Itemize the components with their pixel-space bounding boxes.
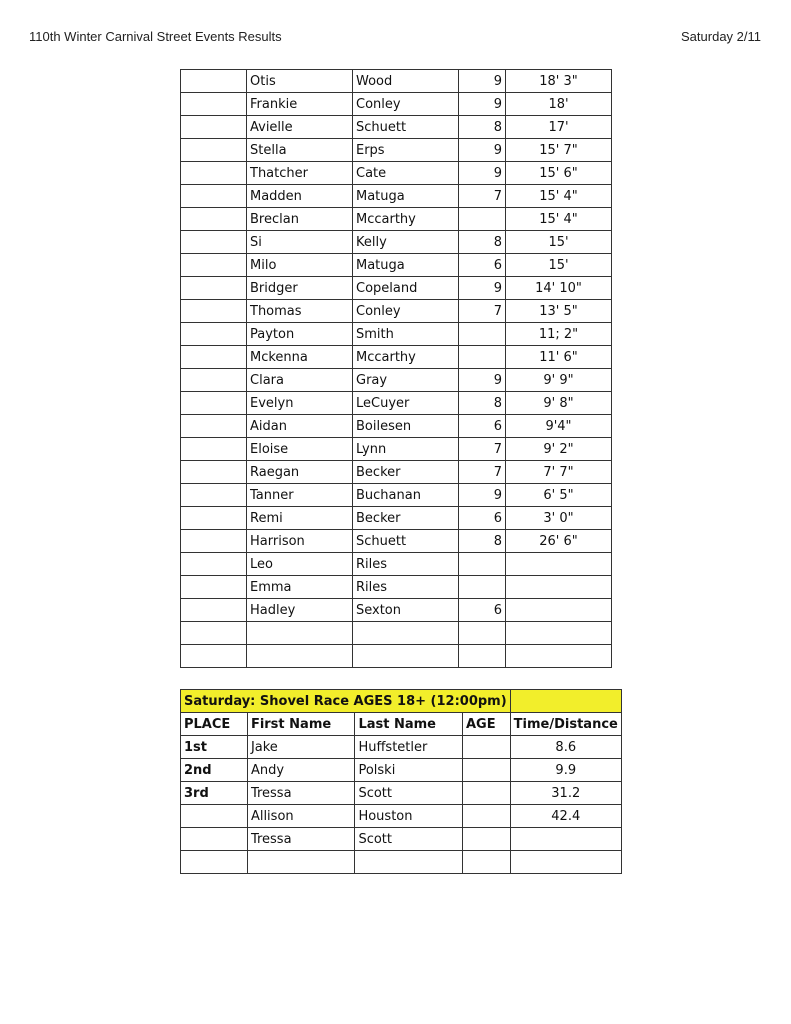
- table-row: [181, 208, 612, 231]
- shovel-race-table-body: [181, 736, 622, 874]
- table-row: [181, 300, 612, 323]
- first-name-cell: Thatcher: [247, 162, 353, 185]
- age-cell: 7: [459, 300, 506, 323]
- place-cell: [181, 599, 247, 622]
- first-name-cell: [247, 851, 355, 874]
- time-distance-cell: 31.2: [510, 782, 621, 805]
- age-cell: [462, 782, 510, 805]
- time-distance-cell: 15' 6": [506, 162, 612, 185]
- time-distance-cell: 15': [506, 254, 612, 277]
- last-name-cell: Schuett: [353, 530, 459, 553]
- age-cell: 9: [459, 369, 506, 392]
- first-name-cell: Thomas: [247, 300, 353, 323]
- place-cell: [181, 300, 247, 323]
- table-row: [181, 70, 612, 93]
- first-name-cell: Avielle: [247, 116, 353, 139]
- last-name-cell: Huffstetler: [355, 736, 463, 759]
- table-row: [181, 736, 622, 759]
- place-cell: [181, 70, 247, 93]
- table-row: [181, 231, 612, 254]
- last-name-cell: Conley: [353, 300, 459, 323]
- age-cell: [459, 576, 506, 599]
- time-distance-cell: [506, 622, 612, 645]
- age-cell: 7: [459, 185, 506, 208]
- place-cell: [181, 484, 247, 507]
- time-distance-cell: 15': [506, 231, 612, 254]
- first-name-cell: Harrison: [247, 530, 353, 553]
- table-row: [181, 782, 622, 805]
- page-header-title: 110th Winter Carnival Street Events Results: [29, 29, 282, 44]
- time-distance-cell: [506, 645, 612, 668]
- place-cell: [181, 392, 247, 415]
- first-name-cell: Milo: [247, 254, 353, 277]
- place-cell: [181, 507, 247, 530]
- place-cell: [181, 185, 247, 208]
- time-distance-cell: 6' 5": [506, 484, 612, 507]
- time-distance-cell: [510, 828, 621, 851]
- age-cell: [462, 805, 510, 828]
- last-name-cell: Lynn: [353, 438, 459, 461]
- first-name-cell: Emma: [247, 576, 353, 599]
- event-title-row: [181, 690, 622, 713]
- place-cell: [181, 93, 247, 116]
- place-cell: [181, 208, 247, 231]
- table-row: [181, 346, 612, 369]
- first-name-cell: Andy: [247, 759, 355, 782]
- time-distance-cell: 15' 4": [506, 208, 612, 231]
- last-name-cell: Kelly: [353, 231, 459, 254]
- first-name-cell: Evelyn: [247, 392, 353, 415]
- time-distance-cell: [506, 599, 612, 622]
- first-name-cell: Madden: [247, 185, 353, 208]
- results-table-continued: [180, 69, 612, 668]
- time-distance-cell: 15' 7": [506, 139, 612, 162]
- age-cell: [459, 208, 506, 231]
- time-distance-cell: 17': [506, 116, 612, 139]
- first-name-cell: Bridger: [247, 277, 353, 300]
- place-cell: [181, 805, 248, 828]
- table-row: [181, 576, 612, 599]
- table-row: [181, 507, 612, 530]
- age-cell: 7: [459, 461, 506, 484]
- table-row: [181, 254, 612, 277]
- last-name-cell: Buchanan: [353, 484, 459, 507]
- age-cell: 9: [459, 484, 506, 507]
- last-name-cell: Sexton: [353, 599, 459, 622]
- first-name-cell: Si: [247, 231, 353, 254]
- age-cell: 8: [459, 530, 506, 553]
- age-cell: [462, 851, 510, 874]
- place-cell: [181, 530, 247, 553]
- age-cell: [459, 553, 506, 576]
- last-name-cell: Scott: [355, 828, 463, 851]
- time-distance-cell: [506, 553, 612, 576]
- place-cell: [181, 553, 247, 576]
- place-cell: [181, 438, 247, 461]
- first-name-cell: Eloise: [247, 438, 353, 461]
- time-distance-cell: 14' 10": [506, 277, 612, 300]
- first-name-cell: Hadley: [247, 599, 353, 622]
- last-name-cell: Mccarthy: [353, 208, 459, 231]
- time-distance-cell: 18' 3": [506, 70, 612, 93]
- time-distance-cell: [506, 576, 612, 599]
- table-row: [181, 162, 612, 185]
- age-cell: 6: [459, 415, 506, 438]
- first-name-cell: Breclan: [247, 208, 353, 231]
- first-name-cell: Payton: [247, 323, 353, 346]
- last-name-cell: Copeland: [353, 277, 459, 300]
- first-name-cell: Allison: [247, 805, 355, 828]
- place-cell: [181, 369, 247, 392]
- table-row: [181, 828, 622, 851]
- last-name-cell: Scott: [355, 782, 463, 805]
- col-header-age: AGE: [462, 713, 510, 736]
- place-cell: [181, 139, 247, 162]
- last-name-cell: Polski: [355, 759, 463, 782]
- age-cell: [459, 346, 506, 369]
- age-cell: 9: [459, 162, 506, 185]
- table-row: [181, 415, 612, 438]
- page-header-date: Saturday 2/11: [681, 29, 761, 44]
- event-title: Saturday: Shovel Race AGES 18+ (12:00pm): [181, 690, 511, 713]
- time-distance-cell: 9' 9": [506, 369, 612, 392]
- last-name-cell: Gray: [353, 369, 459, 392]
- place-cell: 3rd: [181, 782, 248, 805]
- table-row: [181, 622, 612, 645]
- col-header-last-name: Last Name: [355, 713, 463, 736]
- last-name-cell: [353, 645, 459, 668]
- last-name-cell: Mccarthy: [353, 346, 459, 369]
- table-row: [181, 392, 612, 415]
- place-cell: [181, 851, 248, 874]
- time-distance-cell: 26' 6": [506, 530, 612, 553]
- age-cell: 7: [459, 438, 506, 461]
- last-name-cell: Erps: [353, 139, 459, 162]
- table-row: [181, 116, 612, 139]
- time-distance-cell: 42.4: [510, 805, 621, 828]
- place-cell: [181, 277, 247, 300]
- place-cell: [181, 645, 247, 668]
- table-row: [181, 599, 612, 622]
- table-row: [181, 277, 612, 300]
- age-cell: 8: [459, 116, 506, 139]
- col-header-time-distance: Time/Distance: [510, 713, 621, 736]
- event-title-blank: [510, 690, 621, 713]
- first-name-cell: Tanner: [247, 484, 353, 507]
- age-cell: [462, 736, 510, 759]
- place-cell: 1st: [181, 736, 248, 759]
- last-name-cell: LeCuyer: [353, 392, 459, 415]
- age-cell: 9: [459, 70, 506, 93]
- last-name-cell: Becker: [353, 461, 459, 484]
- first-name-cell: Frankie: [247, 93, 353, 116]
- last-name-cell: [355, 851, 463, 874]
- age-cell: [459, 622, 506, 645]
- first-name-cell: Aidan: [247, 415, 353, 438]
- age-cell: 6: [459, 599, 506, 622]
- first-name-cell: [247, 645, 353, 668]
- first-name-cell: [247, 622, 353, 645]
- time-distance-cell: 8.6: [510, 736, 621, 759]
- first-name-cell: Mckenna: [247, 346, 353, 369]
- last-name-cell: [353, 622, 459, 645]
- last-name-cell: Riles: [353, 553, 459, 576]
- age-cell: 6: [459, 254, 506, 277]
- last-name-cell: Houston: [355, 805, 463, 828]
- place-cell: [181, 622, 247, 645]
- table-row: [181, 805, 622, 828]
- table-row: [181, 369, 612, 392]
- time-distance-cell: 13' 5": [506, 300, 612, 323]
- place-cell: [181, 323, 247, 346]
- first-name-cell: Tressa: [247, 828, 355, 851]
- first-name-cell: Remi: [247, 507, 353, 530]
- table-row: [181, 553, 612, 576]
- age-cell: [459, 645, 506, 668]
- age-cell: [462, 759, 510, 782]
- column-header-row: [181, 713, 622, 736]
- time-distance-cell: 9.9: [510, 759, 621, 782]
- last-name-cell: Matuga: [353, 185, 459, 208]
- time-distance-cell: 9'4": [506, 415, 612, 438]
- table-row: [181, 461, 612, 484]
- age-cell: [462, 828, 510, 851]
- table-row: [181, 139, 612, 162]
- age-cell: 9: [459, 139, 506, 162]
- place-cell: [181, 828, 248, 851]
- place-cell: 2nd: [181, 759, 248, 782]
- time-distance-cell: 3' 0": [506, 507, 612, 530]
- time-distance-cell: 11; 2": [506, 323, 612, 346]
- time-distance-cell: [510, 851, 621, 874]
- first-name-cell: Leo: [247, 553, 353, 576]
- first-name-cell: Stella: [247, 139, 353, 162]
- place-cell: [181, 415, 247, 438]
- place-cell: [181, 254, 247, 277]
- table-row: [181, 645, 612, 668]
- table-row: [181, 530, 612, 553]
- last-name-cell: Riles: [353, 576, 459, 599]
- first-name-cell: Clara: [247, 369, 353, 392]
- col-header-first-name: First Name: [247, 713, 355, 736]
- last-name-cell: Schuett: [353, 116, 459, 139]
- place-cell: [181, 461, 247, 484]
- table-row: [181, 438, 612, 461]
- place-cell: [181, 116, 247, 139]
- time-distance-cell: 9' 2": [506, 438, 612, 461]
- age-cell: [459, 323, 506, 346]
- first-name-cell: Otis: [247, 70, 353, 93]
- shovel-race-table: [180, 689, 622, 874]
- time-distance-cell: 7' 7": [506, 461, 612, 484]
- time-distance-cell: 15' 4": [506, 185, 612, 208]
- results-table-body: [181, 70, 612, 668]
- last-name-cell: Smith: [353, 323, 459, 346]
- age-cell: 8: [459, 231, 506, 254]
- time-distance-cell: 18': [506, 93, 612, 116]
- last-name-cell: Boilesen: [353, 415, 459, 438]
- time-distance-cell: 11' 6": [506, 346, 612, 369]
- age-cell: 8: [459, 392, 506, 415]
- col-header-place: PLACE: [181, 713, 248, 736]
- time-distance-cell: 9' 8": [506, 392, 612, 415]
- table-row: [181, 323, 612, 346]
- last-name-cell: Cate: [353, 162, 459, 185]
- first-name-cell: Tressa: [247, 782, 355, 805]
- place-cell: [181, 346, 247, 369]
- table-row: [181, 759, 622, 782]
- last-name-cell: Wood: [353, 70, 459, 93]
- place-cell: [181, 231, 247, 254]
- table-row: [181, 93, 612, 116]
- table-row: [181, 484, 612, 507]
- age-cell: 6: [459, 507, 506, 530]
- place-cell: [181, 162, 247, 185]
- age-cell: 9: [459, 277, 506, 300]
- age-cell: 9: [459, 93, 506, 116]
- last-name-cell: Conley: [353, 93, 459, 116]
- last-name-cell: Matuga: [353, 254, 459, 277]
- last-name-cell: Becker: [353, 507, 459, 530]
- place-cell: [181, 576, 247, 599]
- table-row: [181, 185, 612, 208]
- first-name-cell: Jake: [247, 736, 355, 759]
- table-row: [181, 851, 622, 874]
- first-name-cell: Raegan: [247, 461, 353, 484]
